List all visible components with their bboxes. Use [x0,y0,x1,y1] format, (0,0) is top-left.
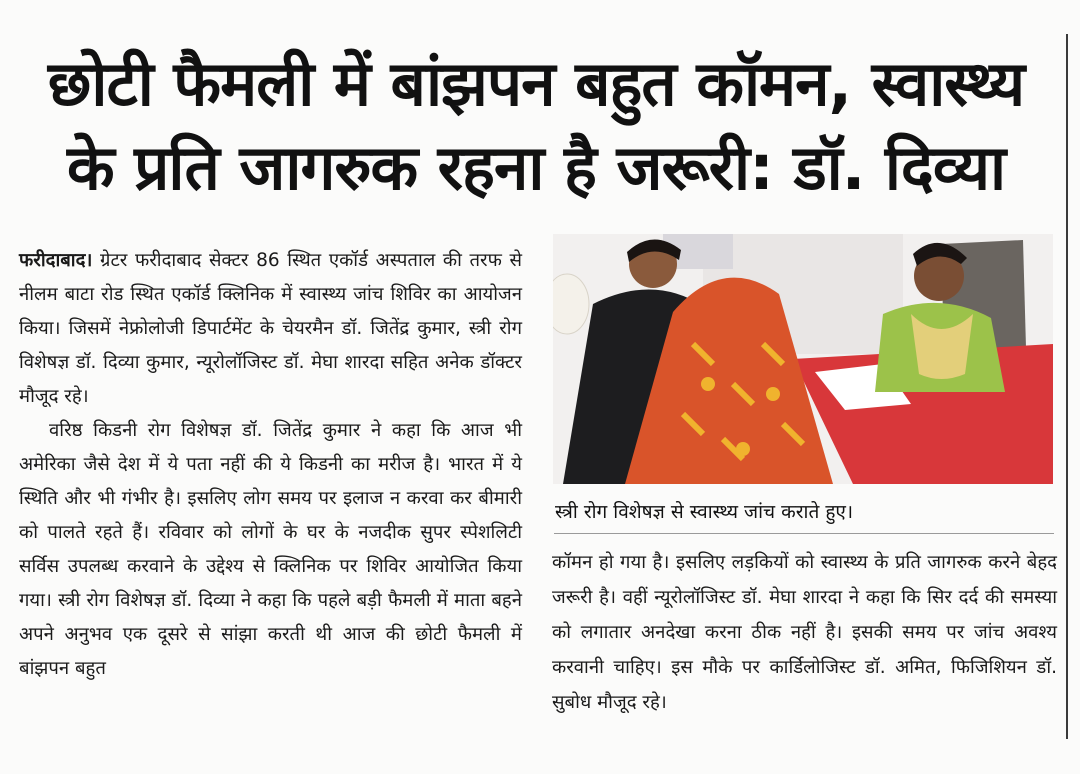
caption-divider [554,533,1054,534]
clinic-photo-illustration [553,234,1053,484]
photo-saree-motif [736,442,750,456]
photo-saree-motif [766,387,780,401]
article-left-column [19,244,522,686]
headline-line-2: के प्रति जागरुक रहना है जरूरी: डॉ. दिव्या [66,131,1006,204]
headline-line-1: छोटी फैमली में बांझपन बहुत कॉमन, स्वास्थ्य [47,47,1025,120]
column-rule [1066,34,1068,739]
article-paragraph-2: वरिष्ठ किडनी रोग विशेषज्ञ डॉ. जितेंद्र कुमार ने कहा कि आज भी अमेरिका जैसे देश में ये पता नहीं की ये किडनी का मरीज है। भारत में ये स्थिति और भी गंभीर है। इसलिए लोग समय पर इलाज न करवा कर बीमारी को पालते रहते हैं। रविवार को लोगों के घर के नजदीक सुपर स्पेशलिटी सर्विस उपलब्ध करवाने के उद्देश्य से क्लिनिक पर शिविर आयोजित किया गया। स्त्री रोग विशेषज्ञ डॉ. दिव्या ने कहा कि पहले बड़ी फैमली में माता बहने अपने अनुभव एक दूसरे से सांझा करती थी आज की छोटी फैमली में बांझपन बहुत [19,420,522,679]
photo-caption: स्त्री रोग विशेषज्ञ से स्वास्थ्य जांच कराते हुए। [555,501,854,523]
article-paragraph-1 [19,244,522,414]
photo-saree-motif [701,377,715,391]
article-right-column [552,545,1057,720]
article-paragraph-3: कॉमन हो गया है। इसलिए लड़कियों को स्वास्थ्य के प्रति जागरुक करने बेहद जरूरी है। वहीं न्यूरोलॉजिस्ट डॉ. मेघा शारदा ने कहा कि सिर दर्द की समस्या को लगातार अनदेखा करना ठीक नहीं है। इसकी समय पर जांच अवश्य करवानी चाहिए। इस मौके पर कार्डिलोजिस्ट डॉ. अमित, फिजिशियन डॉ. सुबोध मौजूद रहे। [552,552,1057,713]
news-photo [553,234,1053,484]
headline [16,42,1056,210]
dateline: फरीदाबाद। [19,250,93,271]
article-paragraph-1-text: ग्रेटर फरीदाबाद सेक्टर 86 स्थित एकॉर्ड अस्पताल की तरफ से नीलम बाटा रोड स्थित एकॉर्ड क्लिनिक में स्वास्थ्य जांच शिविर का आयोजन किया। जिसमें नेफ्रोलोजी डिपार्टमेंट के चेयरमैन डॉ. जितेंद्र कुमार, स्त्री रोग विशेषज्ञ डॉ. दिव्या कुमार, न्यूरोलॉजिस्ट डॉ. मेघा शारदा सहित अनेक डॉक्टर मौजूद रहे। [19,250,522,407]
